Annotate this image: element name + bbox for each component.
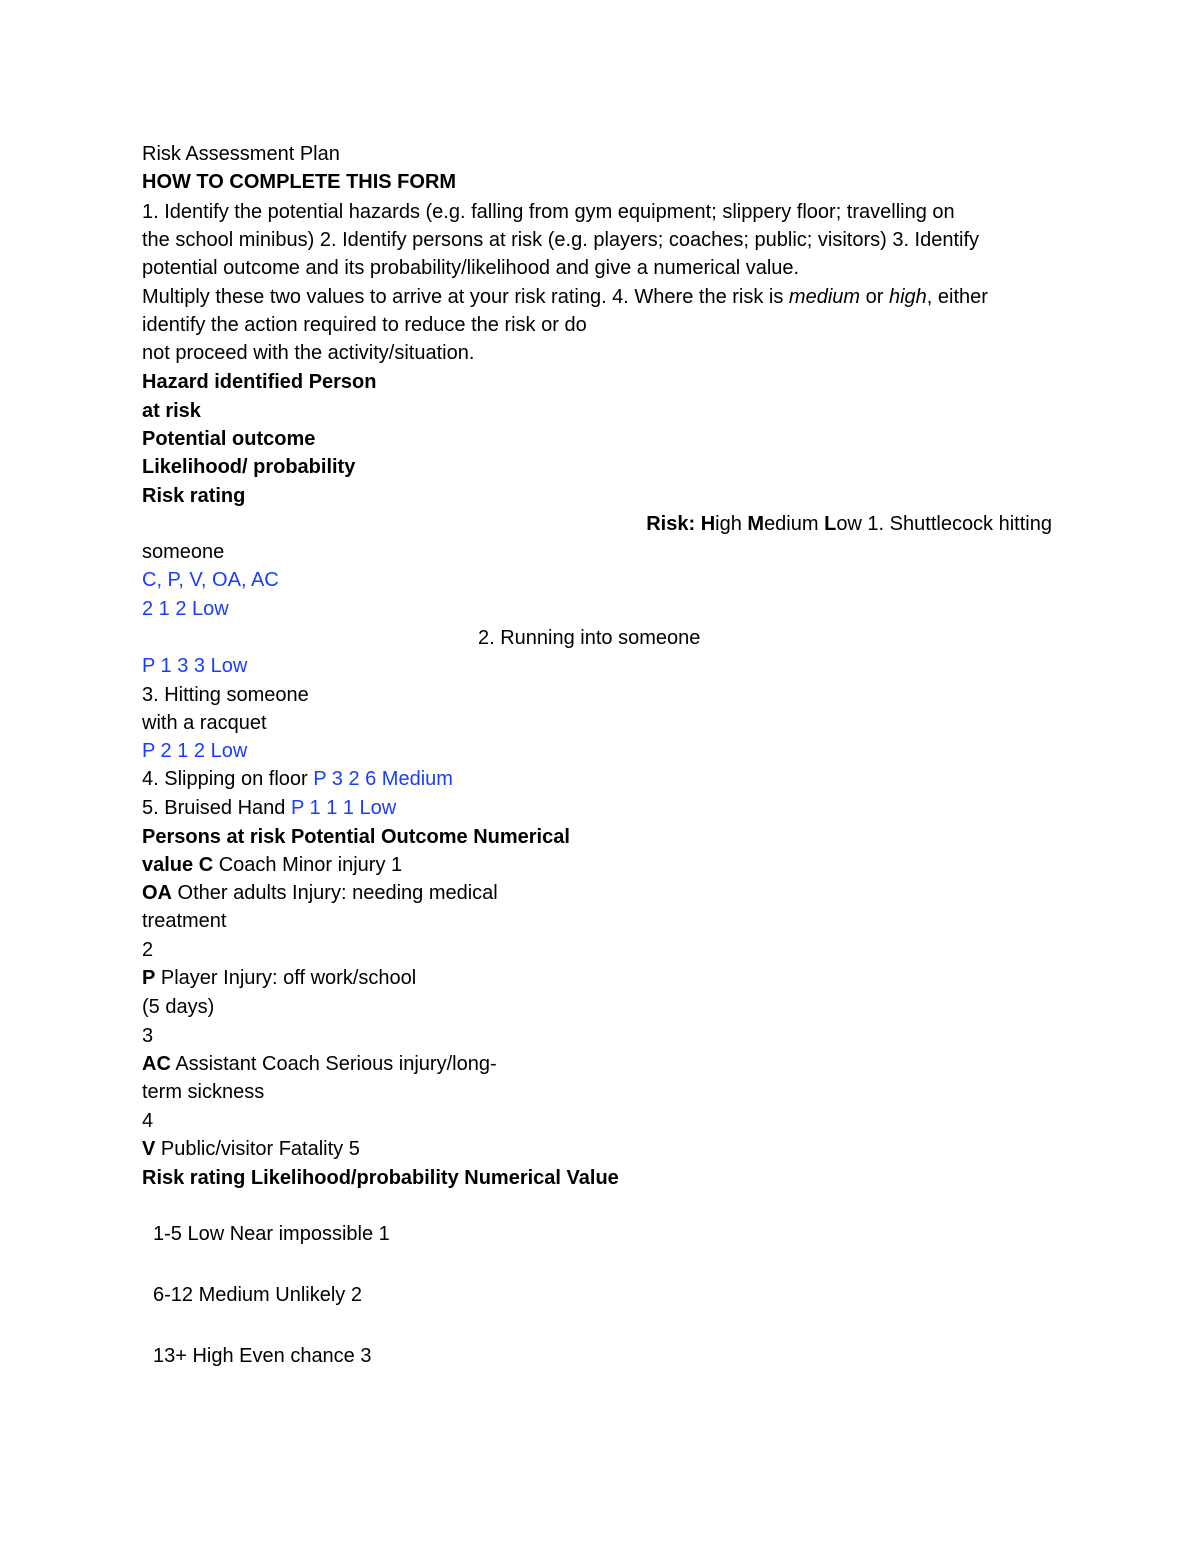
rating-table-header: Risk rating Likelihood/probability Numerical Value xyxy=(142,1167,619,1189)
instruction-line-4-end: , either xyxy=(926,286,988,308)
hazard-2-name: 2. Running into someone xyxy=(478,627,701,649)
header-hazard-person: Hazard identified Person xyxy=(142,371,377,393)
hazard-1-continued: someone xyxy=(142,541,225,563)
instruction-line-2: the school minibus) 2. Identify persons at risk (e.g. players; coaches; public; visitors) 3. Identify xyxy=(142,229,980,251)
rating-row-low: 1-5 Low Near impossible 1 xyxy=(153,1223,390,1245)
hazard-1-persons: C, P, V, OA, AC xyxy=(142,569,279,591)
persons-row-visitor xyxy=(142,1137,360,1161)
instruction-line-1: 1. Identify the potential hazards (e.g. falling from gym equipment; slippery floor; travelling on xyxy=(142,201,955,223)
header-likelihood: Likelihood/ probability xyxy=(142,456,356,478)
instruction-line-3: potential outcome and its probability/likelihood and give a numerical value. xyxy=(142,257,800,279)
hazard-4-values: P 3 2 6 Medium xyxy=(313,768,453,790)
rating-row-medium: 6-12 Medium Unlikely 2 xyxy=(153,1284,362,1306)
risk-legend-line xyxy=(646,512,1052,536)
instruction-or: or xyxy=(860,286,889,308)
instruction-line-4-start: Multiply these two values to arrive at your risk rating. 4. Where the risk is xyxy=(142,286,789,308)
persons-row-coach-text: Coach Minor injury 1 xyxy=(213,854,403,876)
risk-label: Risk: xyxy=(646,513,696,535)
document-title: Risk Assessment Plan xyxy=(142,143,340,165)
persons-row-p-text: Player Injury: off work/school xyxy=(155,967,417,989)
hazard-5-name: 5. Bruised Hand xyxy=(142,797,291,819)
persons-row-ac-text: Assistant Coach Serious injury/long- xyxy=(170,1053,497,1075)
hazard-1-values: 2 1 2 Low xyxy=(142,598,229,620)
instruction-line-6: not proceed with the activity/situation. xyxy=(142,342,475,364)
risk-low-letter: L xyxy=(824,513,837,535)
risk-medium-letter: M xyxy=(747,513,765,535)
persons-row-coach xyxy=(142,853,402,877)
instruction-line-4 xyxy=(142,285,988,309)
hazard-2-values: P 1 3 3 Low xyxy=(142,655,248,677)
hazard-5-values: P 1 1 1 Low xyxy=(290,797,397,819)
risk-medium-rest: edium xyxy=(764,513,825,535)
persons-code-v: V xyxy=(142,1138,156,1160)
persons-row-other-adults xyxy=(142,881,498,905)
persons-row-assistant-coach xyxy=(142,1052,497,1076)
persons-row-p-num: 3 xyxy=(142,1025,154,1047)
persons-row-ac-num: 4 xyxy=(142,1110,154,1132)
persons-row-v-text: Public/visitor Fatality 5 xyxy=(155,1138,360,1160)
persons-code-ac: AC xyxy=(142,1053,171,1075)
header-risk-rating: Risk rating xyxy=(142,485,246,507)
how-to-heading: HOW TO COMPLETE THIS FORM xyxy=(142,171,457,193)
hazard-3-name: 3. Hitting someone xyxy=(142,684,309,706)
persons-row-p-cont: (5 days) xyxy=(142,996,215,1018)
medium-emphasis: medium xyxy=(788,286,861,308)
persons-row-oa-num: 2 xyxy=(142,939,154,961)
risk-low-rest: ow 1. Shuttlecock hitting xyxy=(836,513,1052,535)
persons-row-oa-cont: treatment xyxy=(142,910,227,932)
risk-high-letter: H xyxy=(700,513,716,535)
rating-row-high: 13+ High Even chance 3 xyxy=(153,1345,372,1367)
high-emphasis: high xyxy=(888,286,927,308)
persons-row-player xyxy=(142,966,416,990)
hazard-4-name: 4. Slipping on floor xyxy=(142,768,314,790)
instruction-line-5: identify the action required to reduce the risk or do xyxy=(142,314,587,336)
persons-code-oa: OA xyxy=(142,882,172,904)
hazard-3-name-cont: with a racquet xyxy=(142,712,267,734)
hazard-5-line xyxy=(142,796,396,820)
risk-high-rest: igh xyxy=(715,513,748,535)
persons-code-p: P xyxy=(142,967,156,989)
persons-table-header: Persons at risk Potential Outcome Numerical xyxy=(142,826,570,848)
persons-header-cont: value C xyxy=(142,854,214,876)
persons-row-ac-cont: term sickness xyxy=(142,1081,265,1103)
header-at-risk: at risk xyxy=(142,400,201,422)
hazard-4-line xyxy=(142,767,453,791)
hazard-3-values: P 2 1 2 Low xyxy=(142,740,248,762)
header-potential-outcome: Potential outcome xyxy=(142,428,316,450)
persons-row-oa-text: Other adults Injury: needing medical xyxy=(172,882,498,904)
